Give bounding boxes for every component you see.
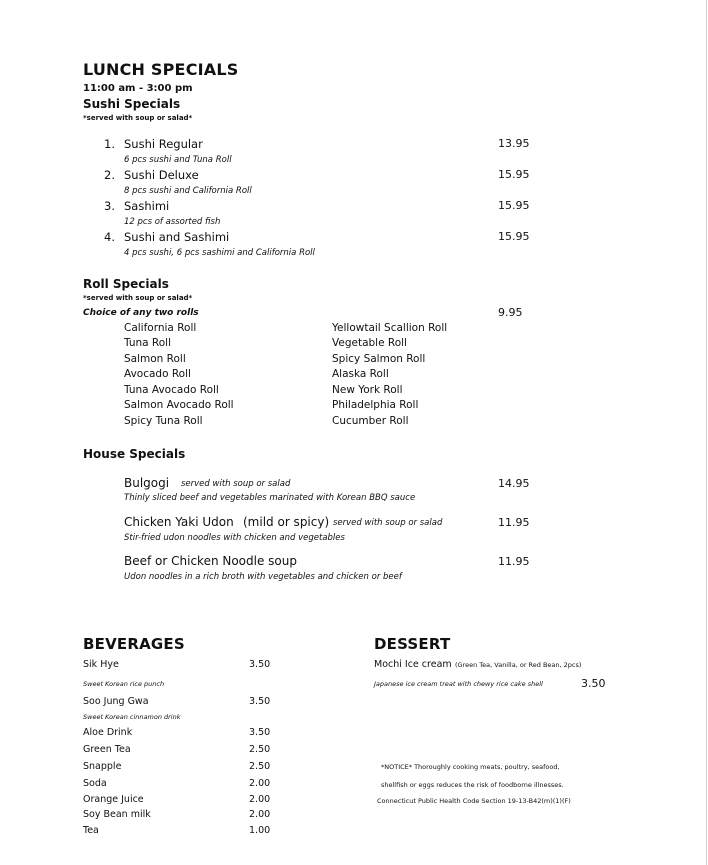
beverage-price: 2.00 (249, 809, 271, 820)
beverage-name: Soda (83, 778, 107, 789)
beverage-price: 2.00 (249, 794, 271, 805)
sushi-item-name: Sushi Deluxe (124, 168, 199, 182)
beverage-price: 3.50 (249, 659, 271, 670)
roll-choice-text: Choice of any two rolls (83, 308, 199, 318)
sushi-item-name: Sushi Regular (124, 137, 203, 151)
beverage-desc: Sweet Korean rice punch (83, 680, 165, 688)
house-item-desc: Thinly sliced beef and vegetables marinated with Korean BBQ sauce (124, 493, 416, 503)
roll-item: Avocado Roll (124, 368, 191, 380)
lunch-specials-title: LUNCH SPECIALS (83, 60, 239, 79)
sushi-item-desc: 12 pcs of assorted fish (124, 217, 221, 227)
beverage-name: Soo Jung Gwa (83, 696, 149, 707)
roll-specials-heading: Roll Specials (83, 277, 169, 291)
roll-item: Salmon Roll (124, 353, 186, 365)
house-item-price: 14.95 (498, 477, 530, 490)
beverage-name: Aloe Drink (83, 727, 133, 738)
roll-item: Salmon Avocado Roll (124, 399, 234, 411)
sushi-item-price: 15.95 (498, 199, 530, 212)
sushi-item-name: Sushi and Sashimi (124, 230, 230, 244)
roll-item: Spicy Salmon Roll (332, 353, 426, 365)
dessert-item-desc: Japanese ice cream treat with chewy rice cake shell (374, 680, 543, 688)
roll-item: Tuna Avocado Roll (124, 384, 219, 396)
house-item-name: Chicken Yaki Udon (124, 515, 234, 529)
house-item-desc: Stir-fried udon noodles with chicken and vegetables (124, 533, 345, 543)
notice-line: shellfish or eggs reduces the risk of foodborne illnesses. (381, 781, 564, 789)
dessert-item-name: Mochi Ice cream (374, 659, 452, 670)
beverages-title: BEVERAGES (83, 635, 185, 653)
roll-item: Alaska Roll (332, 368, 389, 380)
roll-item: Spicy Tuna Roll (124, 415, 203, 427)
sushi-item-price: 15.95 (498, 168, 530, 181)
beverage-name: Tea (83, 825, 99, 836)
roll-item: California Roll (124, 322, 197, 334)
sushi-specials-heading: Sushi Specials (83, 97, 181, 111)
lunch-hours: 11:00 am - 3:00 pm (83, 83, 193, 94)
roll-item: Cucumber Roll (332, 415, 409, 427)
roll-specials-price: 9.95 (498, 306, 523, 319)
dessert-title: DESSERT (374, 635, 451, 653)
notice-line: *NOTICE* Thoroughly cooking meats, poultry, seafood, (381, 763, 560, 771)
house-item-note: served with soup or salad (333, 518, 443, 528)
sushi-item-desc: 6 pcs sushi and Tuna Roll (124, 155, 232, 165)
house-item-name: Beef or Chicken Noodle soup (124, 554, 297, 568)
sushi-item-number: 2. (104, 168, 115, 182)
house-specials-heading: House Specials (83, 447, 186, 461)
sushi-item-price: 15.95 (498, 230, 530, 243)
sushi-item-number: 4. (104, 230, 115, 244)
house-item-price: 11.95 (498, 555, 530, 568)
sushi-item-number: 1. (104, 137, 115, 151)
house-item-note: served with soup or salad (181, 479, 291, 489)
beverage-desc: Sweet Korean cinnamon drink (83, 713, 181, 721)
roll-item: Yellowtail Scallion Roll (332, 322, 448, 334)
dessert-item-price: 3.50 (581, 677, 606, 690)
beverage-price: 2.50 (249, 761, 271, 772)
roll-item: Vegetable Roll (332, 337, 407, 349)
beverage-name: Orange Juice (83, 794, 144, 805)
beverage-price: 2.50 (249, 744, 271, 755)
sushi-item-desc: 8 pcs sushi and California Roll (124, 186, 252, 196)
house-item-price: 11.95 (498, 516, 530, 529)
sushi-item-name: Sashimi (124, 199, 170, 213)
notice-line: Connecticut Public Health Code Section 19-13-B42(m)(1)(F) (377, 797, 571, 805)
house-item-name: Bulgogi (124, 476, 170, 490)
beverage-name: Snapple (83, 761, 122, 772)
beverage-name: Sik Hye (83, 659, 119, 670)
sushi-item-desc: 4 pcs sushi, 6 pcs sashimi and California Roll (124, 248, 315, 258)
beverage-price: 3.50 (249, 727, 271, 738)
beverage-name: Green Tea (83, 744, 131, 755)
beverage-price: 2.00 (249, 778, 271, 789)
beverage-price: 1.00 (249, 825, 271, 836)
roll-item: Tuna Roll (124, 337, 171, 349)
dessert-item-flavors: (Green Tea, Vanilla, or Red Bean, 2pcs) (455, 661, 582, 669)
sushi-item-number: 3. (104, 199, 115, 213)
beverage-price: 3.50 (249, 696, 271, 707)
sushi-specials-note: *served with soup or salad* (83, 114, 193, 122)
house-item-extra: (mild or spicy) (243, 515, 330, 529)
house-item-desc: Udon noodles in a rich broth with vegetables and chicken or beef (124, 572, 402, 582)
beverage-name: Soy Bean milk (83, 809, 151, 820)
roll-specials-note: *served with soup or salad* (83, 294, 193, 302)
sushi-item-price: 13.95 (498, 137, 530, 150)
roll-item: New York Roll (332, 384, 403, 396)
roll-item: Philadelphia Roll (332, 399, 419, 411)
